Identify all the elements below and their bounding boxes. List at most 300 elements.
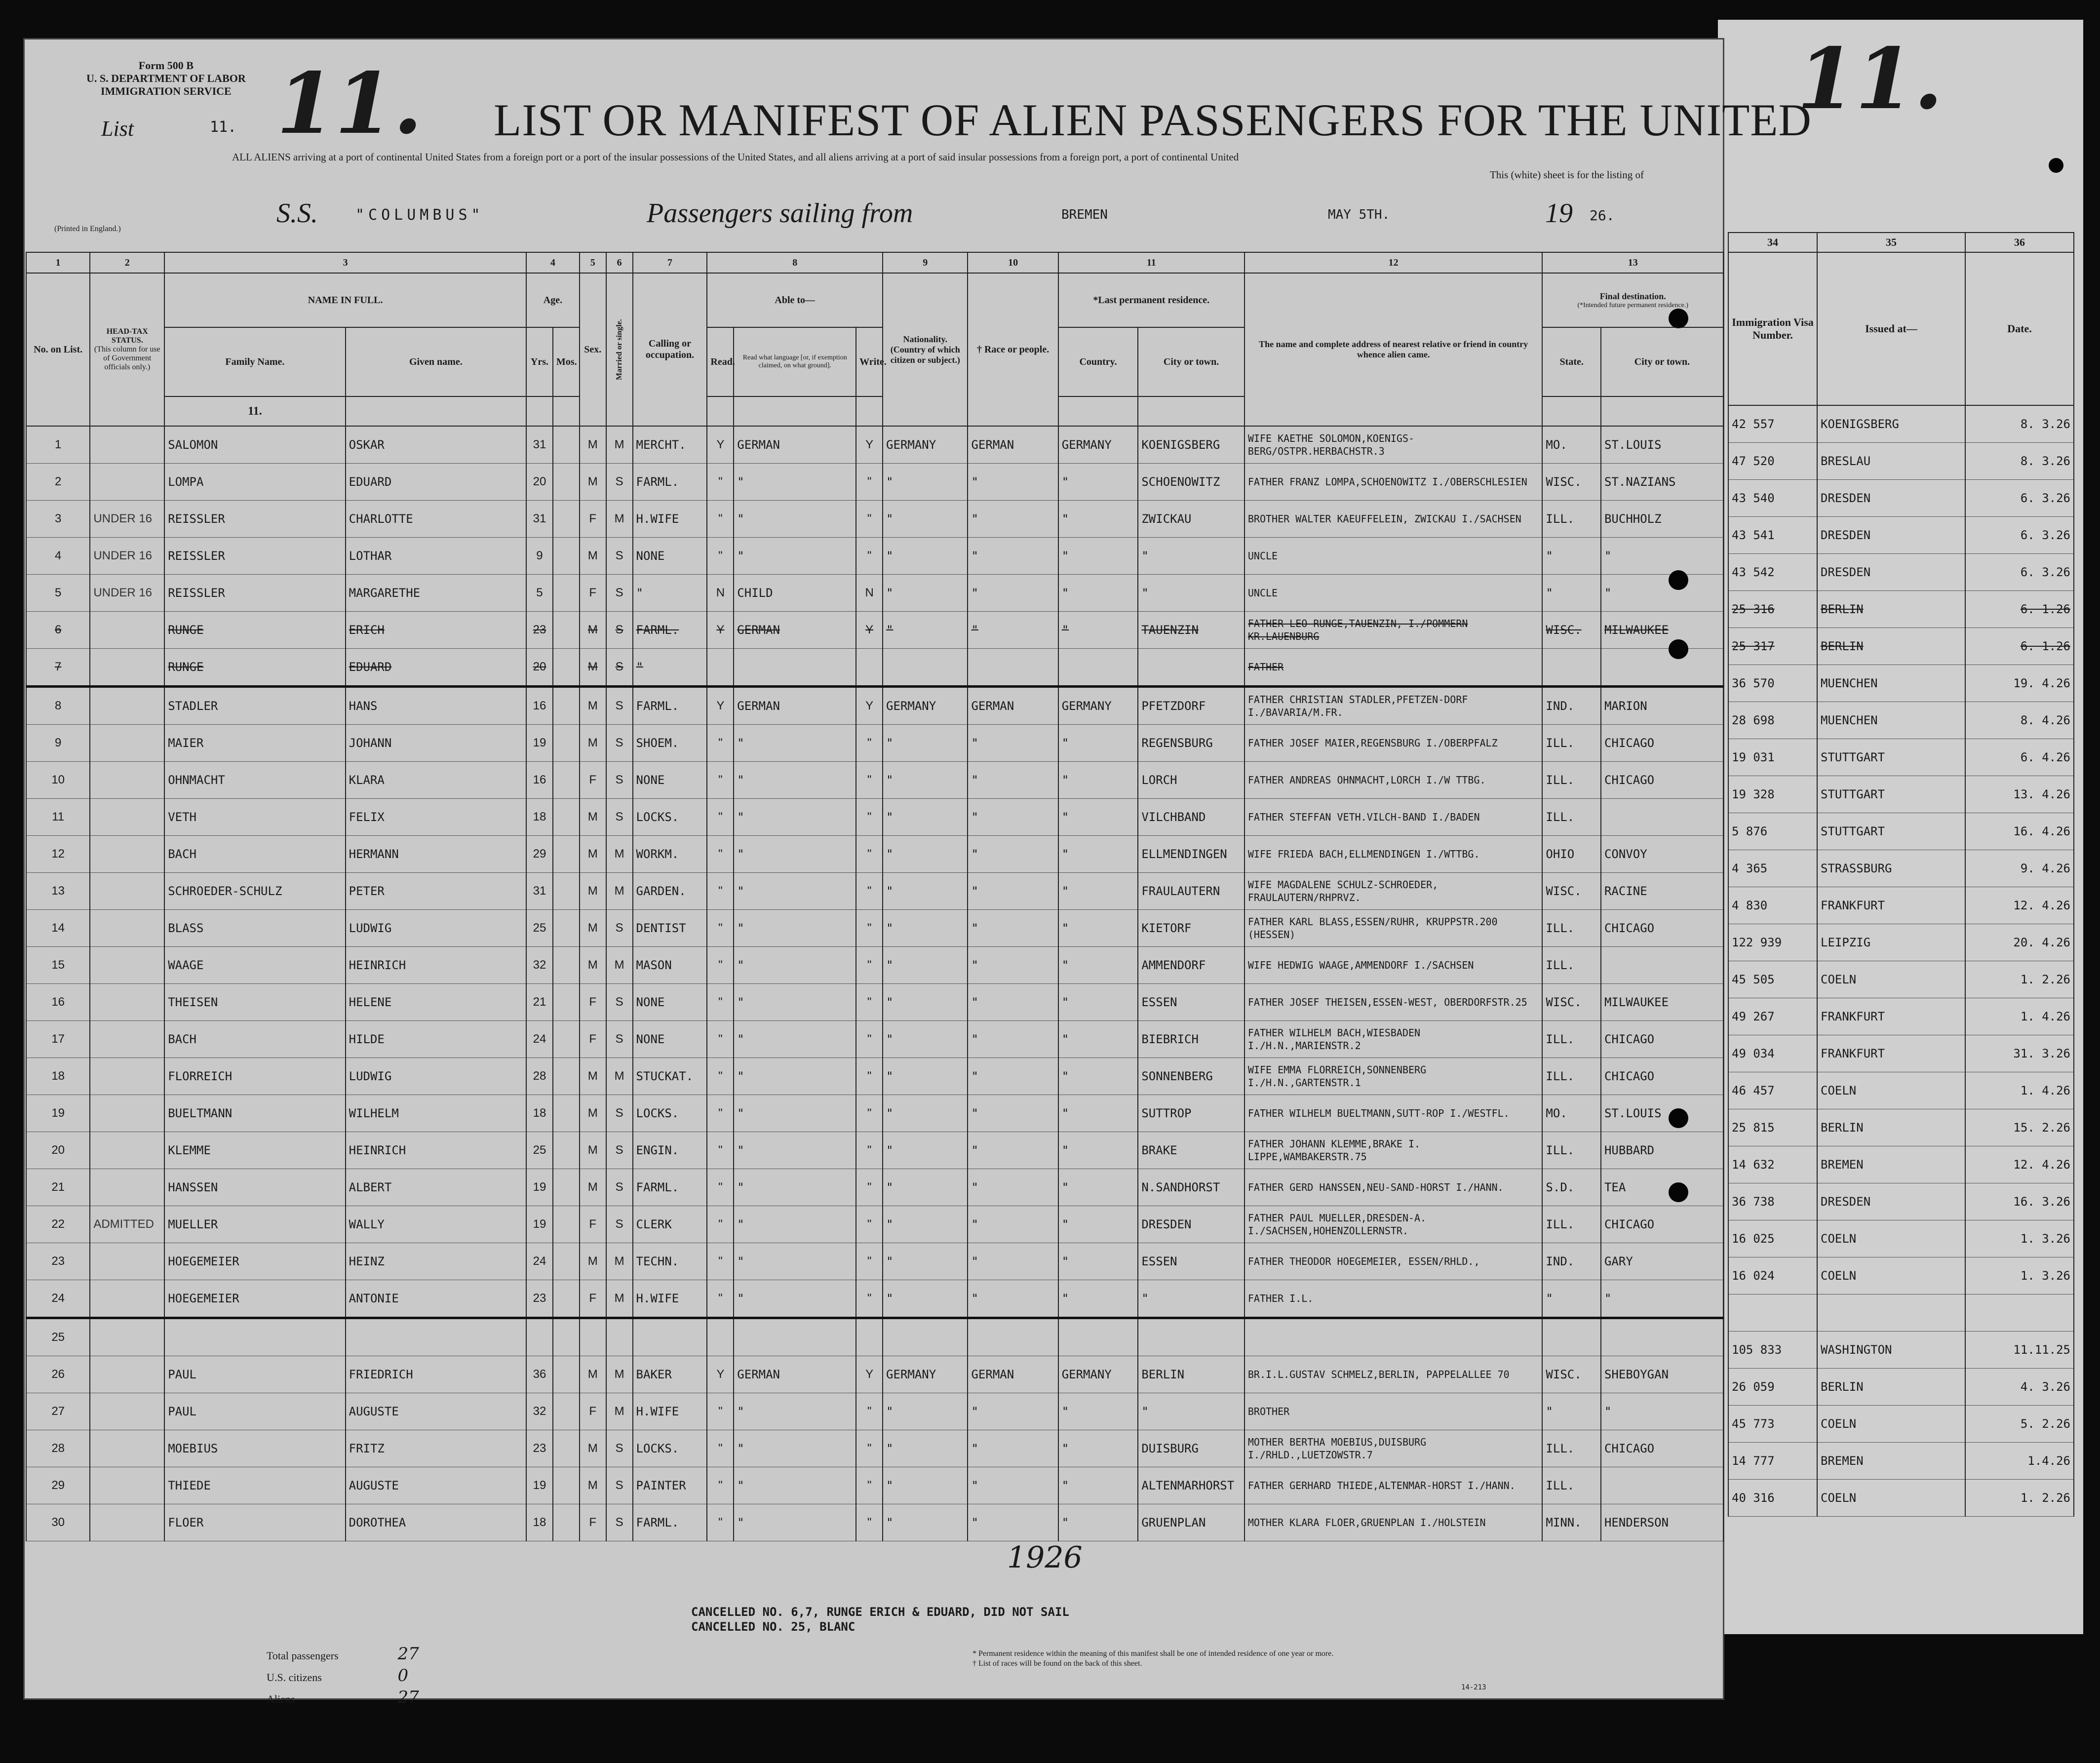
visa-date: 15. 2.26 — [1965, 1109, 2074, 1146]
occupation: CLERK — [633, 1206, 707, 1243]
occupation: H.WIFE — [633, 1280, 707, 1318]
destination-city: GARY — [1601, 1243, 1723, 1280]
can-write: " — [856, 1169, 883, 1206]
header-list-number: 11. — [164, 396, 345, 426]
residence-country — [1058, 1318, 1138, 1356]
family-name: FLOER — [164, 1504, 345, 1541]
can-write — [856, 649, 883, 687]
destination-state: ILL. — [1542, 1021, 1601, 1058]
nationality: " — [883, 1206, 968, 1243]
visa-issued-at: FRANKFURT — [1817, 1035, 1965, 1072]
nationality: GERMANY — [883, 687, 968, 725]
can-write: " — [856, 725, 883, 762]
row-number: 28 — [26, 1430, 90, 1467]
read-language: " — [734, 1206, 856, 1243]
marital-status: S — [606, 575, 633, 612]
departure-port: BREMEN — [1061, 207, 1108, 222]
can-read: " — [707, 1169, 734, 1206]
row-number: 14 — [26, 910, 90, 947]
visa-date: 6. 3.26 — [1965, 480, 2074, 517]
header-read-language: Read what language [or, if exemption claimed, on what ground]. — [734, 327, 856, 396]
destination-city: ST.NAZIANS — [1601, 464, 1723, 501]
row-number: 19 — [26, 1095, 90, 1132]
instructions-line-2: This (white) sheet is for the listing of — [1489, 169, 1644, 181]
visa-issued-at: FRANKFURT — [1817, 998, 1965, 1035]
race: " — [968, 1132, 1058, 1169]
col-num: 9 — [883, 252, 968, 273]
nationality — [883, 1318, 968, 1356]
passenger-manifest-table — [26, 252, 1724, 1541]
visa-date: 9. 4.26 — [1965, 850, 2074, 887]
can-write: Y — [856, 426, 883, 464]
visa-date: 1. 4.26 — [1965, 1072, 2074, 1109]
race: " — [968, 1243, 1058, 1280]
nationality: " — [883, 799, 968, 836]
nearest-relative: FATHER STEFFAN VETH.VILCH-BAND I./BADEN — [1244, 799, 1543, 836]
residence-city: " — [1138, 575, 1244, 612]
col-num: 10 — [968, 252, 1058, 273]
family-name — [164, 1318, 345, 1356]
col-num: 6 — [606, 252, 633, 273]
nearest-relative: WIFE MAGDALENE SCHULZ-SCHROEDER, FRAULAUTERN/RHPRVZ. — [1244, 873, 1543, 910]
age-years: 16 — [526, 687, 553, 725]
visa-number: 42 557 — [1728, 405, 1817, 443]
nearest-relative: FATHER CHRISTIAN STADLER,PFETZEN-DORF I./BAVARIA/M.FR. — [1244, 687, 1543, 725]
read-language: " — [734, 873, 856, 910]
can-write: " — [856, 1430, 883, 1467]
visa-number: 26 059 — [1728, 1369, 1817, 1406]
occupation — [633, 1318, 707, 1356]
passenger-row — [26, 1243, 1723, 1280]
age-months — [553, 687, 580, 725]
footnote-residence: * Permanent residence within the meaning of this manifest shall be one of intended residence of one year or more. — [972, 1649, 1334, 1658]
residence-country: " — [1058, 799, 1138, 836]
destination-state: ILL. — [1542, 725, 1601, 762]
family-name: MAIER — [164, 725, 345, 762]
header-months: Mos. — [553, 327, 580, 396]
nearest-relative: UNCLE — [1244, 575, 1543, 612]
occupation: MASON — [633, 947, 707, 984]
given-name: LUDWIG — [346, 1058, 526, 1095]
visa-issued-at: COELN — [1817, 1220, 1965, 1257]
visa-issued-at: MUENCHEN — [1817, 702, 1965, 739]
nearest-relative: BROTHER WALTER KAEUFFELEIN, ZWICKAU I./SACHSEN — [1244, 501, 1543, 538]
visa-number: 4 365 — [1728, 850, 1817, 887]
row-number: 2 — [26, 464, 90, 501]
footnotes — [972, 1649, 1333, 1669]
header-nearest-relative: The name and complete address of nearest relative or friend in country whence alien came. — [1244, 273, 1543, 426]
visa-date: 6. 3.26 — [1965, 517, 2074, 554]
age-months — [553, 1318, 580, 1356]
destination-city: ST.LOUIS — [1601, 426, 1723, 464]
read-language: " — [734, 799, 856, 836]
family-name: THEISEN — [164, 984, 345, 1021]
nationality — [883, 649, 968, 687]
header-calling: Calling or occupation. — [633, 273, 707, 426]
passenger-row — [26, 1430, 1723, 1467]
occupation: STUCKAT. — [633, 1058, 707, 1095]
sex: F — [580, 575, 606, 612]
total-passengers-row — [267, 1644, 419, 1666]
header-family-name: Family Name. — [164, 327, 345, 396]
marital-status: S — [606, 1467, 633, 1504]
age-years: 29 — [526, 836, 553, 873]
visa-number: 28 698 — [1728, 702, 1817, 739]
sex: F — [580, 1280, 606, 1318]
destination-city — [1601, 799, 1723, 836]
residence-city: LORCH — [1138, 762, 1244, 799]
age-years: 32 — [526, 1393, 553, 1430]
occupation: FARML. — [633, 687, 707, 725]
nationality: " — [883, 1430, 968, 1467]
can-write: " — [856, 1243, 883, 1280]
nearest-relative: FATHER FRANZ LOMPA,SCHOENOWITZ I./OBERSCHLESIEN — [1244, 464, 1543, 501]
nearest-relative: FATHER GERHARD THIEDE,ALTENMAR-HORST I./HANN. — [1244, 1467, 1543, 1504]
given-name: HANS — [346, 687, 526, 725]
can-write: " — [856, 1467, 883, 1504]
nearest-relative: FATHER — [1244, 649, 1543, 687]
occupation: FARML. — [633, 464, 707, 501]
col-num: 34 — [1728, 233, 1817, 252]
occupation: TECHN. — [633, 1243, 707, 1280]
residence-city: ZWICKAU — [1138, 501, 1244, 538]
destination-state: IND. — [1542, 687, 1601, 725]
passenger-row — [26, 1393, 1723, 1430]
sex: F — [580, 1206, 606, 1243]
footnote-races: † List of races will be found on the back of this sheet. — [972, 1659, 1142, 1668]
destination-state: OHIO — [1542, 836, 1601, 873]
sex: F — [580, 501, 606, 538]
visa-row — [1728, 1220, 2074, 1257]
visa-date: 1. 2.26 — [1965, 961, 2074, 998]
can-read: " — [707, 1132, 734, 1169]
ss-label: S.S. — [276, 198, 318, 229]
can-read: " — [707, 464, 734, 501]
given-name: FELIX — [346, 799, 526, 836]
visa-date: 6. 4.26 — [1965, 739, 2074, 776]
visa-number: 36 738 — [1728, 1183, 1817, 1220]
row-number: 20 — [26, 1132, 90, 1169]
can-read: " — [707, 984, 734, 1021]
can-write: " — [856, 984, 883, 1021]
can-read: Y — [707, 687, 734, 725]
marital-status: S — [606, 1021, 633, 1058]
nearest-relative: WIFE KAETHE SOLOMON,KOENIGS-BERG/OSTPR.HERBACHSTR.3 — [1244, 426, 1543, 464]
visa-row — [1728, 591, 2074, 628]
handwritten-date: 1926 — [1007, 1540, 1083, 1575]
destination-city: BUCHHOLZ — [1601, 501, 1723, 538]
header-date: Date. — [1965, 252, 2074, 405]
head-tax-status — [90, 984, 164, 1021]
destination-state: ILL. — [1542, 1206, 1601, 1243]
residence-country: " — [1058, 1132, 1138, 1169]
race: " — [968, 1504, 1058, 1541]
col-num: 8 — [707, 252, 883, 273]
read-language: GERMAN — [734, 426, 856, 464]
nationality: " — [883, 1132, 968, 1169]
passenger-row — [26, 501, 1723, 538]
race: " — [968, 1095, 1058, 1132]
read-language: " — [734, 725, 856, 762]
passenger-row — [26, 426, 1723, 464]
visa-table — [1728, 232, 2074, 1517]
visa-number: 47 520 — [1728, 443, 1817, 480]
header-state: State. — [1542, 327, 1601, 396]
family-name: HOEGEMEIER — [164, 1280, 345, 1318]
visa-number: 122 939 — [1728, 924, 1817, 961]
race: " — [968, 464, 1058, 501]
can-read — [707, 1318, 734, 1356]
given-name: HEINRICH — [346, 947, 526, 984]
residence-city: " — [1138, 1280, 1244, 1318]
nationality: " — [883, 612, 968, 649]
visa-issued-at: DRESDEN — [1817, 1183, 1965, 1220]
can-write: " — [856, 1206, 883, 1243]
nearest-relative: BROTHER — [1244, 1393, 1543, 1430]
age-months — [553, 1021, 580, 1058]
aliens-label: Aliens — [267, 1693, 295, 1705]
destination-state: ILL. — [1542, 762, 1601, 799]
can-read: " — [707, 1504, 734, 1541]
destination-city: CHICAGO — [1601, 1058, 1723, 1095]
residence-country: " — [1058, 501, 1138, 538]
head-tax-status — [90, 1430, 164, 1467]
form-code: 14-213 — [1461, 1684, 1486, 1691]
residence-city: KIETORF — [1138, 910, 1244, 947]
read-language: " — [734, 464, 856, 501]
race: " — [968, 762, 1058, 799]
destination-state: MO. — [1542, 1095, 1601, 1132]
age-years: 25 — [526, 1132, 553, 1169]
passenger-row — [26, 1356, 1723, 1393]
destination-city: SHEBOYGAN — [1601, 1356, 1723, 1393]
can-read: " — [707, 725, 734, 762]
occupation: GARDEN. — [633, 873, 707, 910]
can-write: " — [856, 910, 883, 947]
marital-status: S — [606, 1132, 633, 1169]
residence-country: " — [1058, 538, 1138, 575]
given-name: WALLY — [346, 1206, 526, 1243]
read-language: " — [734, 1169, 856, 1206]
read-language: " — [734, 1393, 856, 1430]
nearest-relative: FATHER LEO RUNGE,TAUENZIN, I./POMMERN KR.LAUENBURG — [1244, 612, 1543, 649]
can-read: " — [707, 762, 734, 799]
residence-country: " — [1058, 836, 1138, 873]
nationality: " — [883, 984, 968, 1021]
col-num: 4 — [526, 252, 580, 273]
race: " — [968, 1169, 1058, 1206]
passenger-row — [26, 687, 1723, 725]
col-num: 13 — [1542, 252, 1723, 273]
occupation: NONE — [633, 1021, 707, 1058]
family-name: PAUL — [164, 1393, 345, 1430]
occupation: NONE — [633, 984, 707, 1021]
age-years: 23 — [526, 612, 553, 649]
passenger-row — [26, 464, 1723, 501]
nearest-relative: FATHER ANDREAS OHNMACHT,LORCH I./W TTBG. — [1244, 762, 1543, 799]
age-months — [553, 1243, 580, 1280]
age-months — [553, 725, 580, 762]
destination-state: WISC. — [1542, 984, 1601, 1021]
visa-date: 4. 3.26 — [1965, 1369, 2074, 1406]
passenger-row — [26, 612, 1723, 649]
can-write: " — [856, 1393, 883, 1430]
residence-country: " — [1058, 464, 1138, 501]
sex: M — [580, 464, 606, 501]
visa-row — [1728, 887, 2074, 924]
age-years: 19 — [526, 1206, 553, 1243]
family-name: LOMPA — [164, 464, 345, 501]
age-months — [553, 1467, 580, 1504]
family-name: KLEMME — [164, 1132, 345, 1169]
destination-state: ILL. — [1542, 910, 1601, 947]
occupation: H.WIFE — [633, 1393, 707, 1430]
read-language — [734, 649, 856, 687]
nearest-relative: FATHER THEODOR HOEGEMEIER, ESSEN/RHLD., — [1244, 1243, 1543, 1280]
head-tax-status — [90, 1356, 164, 1393]
given-name: FRIEDRICH — [346, 1356, 526, 1393]
header-nationality: Nationality. (Country of which citizen or subject.) — [883, 273, 968, 426]
given-name: JOHANN — [346, 725, 526, 762]
residence-country: " — [1058, 1095, 1138, 1132]
destination-state: ILL. — [1542, 947, 1601, 984]
visa-issued-at: FRANKFURT — [1817, 887, 1965, 924]
sex: M — [580, 1095, 606, 1132]
passenger-row — [26, 836, 1723, 873]
visa-row — [1728, 1332, 2074, 1369]
occupation: NONE — [633, 762, 707, 799]
can-read: " — [707, 1467, 734, 1504]
visa-issued-at: COELN — [1817, 1072, 1965, 1109]
head-tax-status: UNDER 16 — [90, 538, 164, 575]
visa-number: 45 773 — [1728, 1406, 1817, 1443]
us-citizens-value: 0 — [397, 1666, 409, 1685]
nationality: " — [883, 575, 968, 612]
head-tax-status — [90, 1058, 164, 1095]
given-name: HILDE — [346, 1021, 526, 1058]
can-write: Y — [856, 1356, 883, 1393]
visa-row — [1728, 1406, 2074, 1443]
binder-hole — [1669, 639, 1688, 659]
cancellation-line-2: CANCELLED NO. 25, BLANC — [691, 1620, 856, 1634]
row-number: 7 — [26, 649, 90, 687]
sex: F — [580, 984, 606, 1021]
read-language: " — [734, 1132, 856, 1169]
row-number: 11 — [26, 799, 90, 836]
printed-in-note: (Printed in England.) — [54, 225, 121, 233]
read-language: " — [734, 1430, 856, 1467]
age-months — [553, 1132, 580, 1169]
can-read: " — [707, 1206, 734, 1243]
nationality: GERMANY — [883, 426, 968, 464]
residence-country: " — [1058, 1243, 1138, 1280]
can-write: " — [856, 799, 883, 836]
col-num: 1 — [26, 252, 90, 273]
given-name: ALBERT — [346, 1169, 526, 1206]
residence-city: BERLIN — [1138, 1356, 1244, 1393]
sex: M — [580, 725, 606, 762]
nearest-relative: FATHER GERD HANSSEN,NEU-SAND-HORST I./HANN. — [1244, 1169, 1543, 1206]
visa-number: 25 316 — [1728, 591, 1817, 628]
residence-city — [1138, 649, 1244, 687]
head-tax-status — [90, 649, 164, 687]
read-language: " — [734, 836, 856, 873]
head-tax-status: UNDER 16 — [90, 501, 164, 538]
can-read: " — [707, 501, 734, 538]
instructions-text — [232, 148, 1644, 184]
visa-date: 1. 3.26 — [1965, 1257, 2074, 1294]
nearest-relative: WIFE EMMA FLORREICH,SONNENBERG I./H.N.,GARTENSTR.1 — [1244, 1058, 1543, 1095]
residence-city: VILCHBAND — [1138, 799, 1244, 836]
marital-status — [606, 1318, 633, 1356]
marital-status: S — [606, 984, 633, 1021]
row-number: 8 — [26, 687, 90, 725]
visa-row — [1728, 1480, 2074, 1517]
visa-date: 12. 4.26 — [1965, 887, 2074, 924]
family-name: MUELLER — [164, 1206, 345, 1243]
visa-date: 6. 1.26 — [1965, 591, 2074, 628]
race: " — [968, 575, 1058, 612]
row-number: 17 — [26, 1021, 90, 1058]
form-number: Form 500 B — [138, 59, 194, 72]
visa-issued-at: BERLIN — [1817, 1369, 1965, 1406]
residence-city: AMMENDORF — [1138, 947, 1244, 984]
age-years: 32 — [526, 947, 553, 984]
cancellation-notes — [691, 1605, 1069, 1634]
marital-status: S — [606, 910, 633, 947]
residence-country: " — [1058, 1058, 1138, 1095]
year-prefix: 19 — [1545, 198, 1573, 229]
sex: M — [580, 947, 606, 984]
service-name: IMMIGRATION SERVICE — [101, 85, 232, 97]
can-read: Y — [707, 612, 734, 649]
family-name: PAUL — [164, 1356, 345, 1393]
nearest-relative: MOTHER KLARA FLOER,GRUENPLAN I./HOLSTEIN — [1244, 1504, 1543, 1541]
age-years: 19 — [526, 1169, 553, 1206]
age-months — [553, 1504, 580, 1541]
destination-city: HUBBARD — [1601, 1132, 1723, 1169]
nearest-relative: FATHER JOSEF MAIER,REGENSBURG I./OBERPFALZ — [1244, 725, 1543, 762]
residence-city: GRUENPLAN — [1138, 1504, 1244, 1541]
residence-city: DUISBURG — [1138, 1430, 1244, 1467]
read-language: " — [734, 762, 856, 799]
marital-status: M — [606, 836, 633, 873]
can-write: Y — [856, 687, 883, 725]
read-language: GERMAN — [734, 687, 856, 725]
race: " — [968, 1467, 1058, 1504]
marital-status: M — [606, 947, 633, 984]
age-months — [553, 984, 580, 1021]
nearest-relative: UNCLE — [1244, 538, 1543, 575]
total-passengers-value: 27 — [397, 1644, 419, 1664]
row-number: 5 — [26, 575, 90, 612]
header-head-tax — [90, 273, 164, 426]
nationality: " — [883, 501, 968, 538]
occupation: LOCKS. — [633, 1430, 707, 1467]
can-write: N — [856, 575, 883, 612]
given-name: FRITZ — [346, 1430, 526, 1467]
head-tax-status — [90, 1280, 164, 1318]
passenger-row — [26, 762, 1723, 799]
residence-country: GERMANY — [1058, 426, 1138, 464]
nationality: " — [883, 910, 968, 947]
marital-status: M — [606, 1243, 633, 1280]
race: " — [968, 836, 1058, 873]
given-name: EDUARD — [346, 649, 526, 687]
visa-row — [1728, 480, 2074, 517]
nationality: " — [883, 1280, 968, 1318]
head-tax-status — [90, 1021, 164, 1058]
